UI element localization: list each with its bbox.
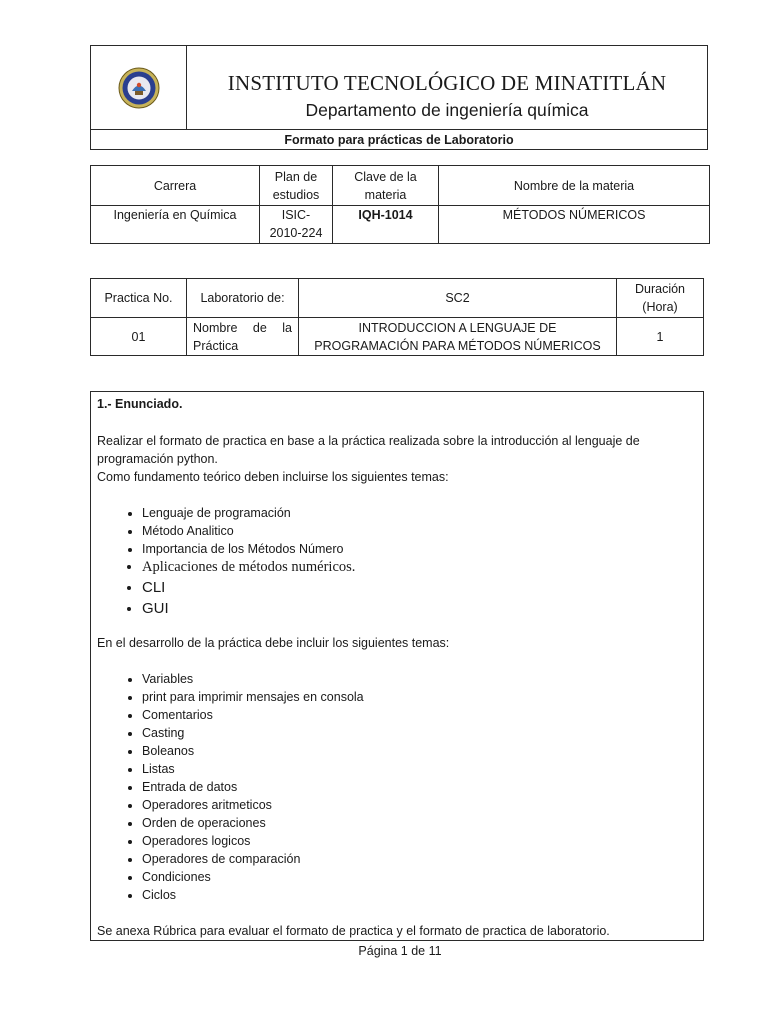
list-item: • Operadores aritmeticos xyxy=(142,796,697,814)
title-cell xyxy=(187,46,707,129)
list-item: • GUI xyxy=(142,598,697,619)
cell-practica-no: 01 xyxy=(91,318,187,356)
list-item: • Entrada de datos xyxy=(142,778,697,796)
document-header xyxy=(90,45,708,150)
theory-intro: Como fundamento teórico deben incluirse los siguientes temas: xyxy=(97,470,449,484)
development-intro: En el desarrollo de la práctica debe incluir los siguientes temas: xyxy=(97,636,450,650)
list-item: • Comentarios xyxy=(142,706,697,724)
list-item: • Listas xyxy=(142,760,697,778)
table-row xyxy=(91,318,704,356)
enunciado-section xyxy=(90,391,704,941)
format-title: Formato para prácticas de Laboratorio xyxy=(91,129,707,149)
list-item: • Ciclos xyxy=(142,886,697,904)
cell-nombre-practica: INTRODUCCION A LENGUAJE DE PROGRAMACIÓN PARA MÉTODOS NÚMERICOS xyxy=(299,318,617,356)
label-nombre-practica: Nombre de la Práctica xyxy=(187,318,299,356)
institute-seal-logo xyxy=(118,67,160,109)
list-item: • Operadores de comparación xyxy=(142,850,697,868)
header-practica-no: Practica No. xyxy=(91,279,187,318)
list-item: • print para imprimir mensajes en consola xyxy=(142,688,697,706)
list-item: • Condiciones xyxy=(142,868,697,886)
header-materia: Nombre de la materia xyxy=(439,166,710,206)
theory-topics-list xyxy=(97,504,697,619)
cell-clave: IQH-1014 xyxy=(333,206,439,244)
list-item: • Importancia de los Métodos Número xyxy=(142,540,697,558)
practice-table xyxy=(90,278,704,356)
cell-plan: ISIC-2010-224 xyxy=(260,206,333,244)
list-item: • Método Analitico xyxy=(142,522,697,540)
list-item: • Boleanos xyxy=(142,742,697,760)
page-number: Página 1 de 11 xyxy=(358,944,442,958)
development-topics-list xyxy=(97,670,697,904)
header-clave: Clave de la materia xyxy=(333,166,439,206)
institute-name: INSTITUTO TECNOLÓGICO DE MINATITLÁN xyxy=(227,71,667,95)
course-table xyxy=(90,165,710,244)
section-heading: 1.- Enunciado. xyxy=(97,397,183,411)
cell-carrera: Ingeniería en Química xyxy=(91,206,260,244)
cell-duracion: 1 xyxy=(617,318,704,356)
department-name: Departamento de ingeniería química xyxy=(305,100,589,120)
header-carrera: Carrera xyxy=(91,166,260,206)
cell-materia: MÉTODOS NÚMERICOS xyxy=(439,206,710,244)
list-item: • CLI xyxy=(142,577,697,598)
list-item: • Variables xyxy=(142,670,697,688)
header-duracion: Duración (Hora) xyxy=(617,279,704,318)
table-row xyxy=(91,279,704,318)
table-row xyxy=(91,166,710,206)
table-row xyxy=(91,206,710,244)
list-item: • Aplicaciones de métodos numéricos. xyxy=(142,558,697,577)
cell-laboratorio: SC2 xyxy=(299,279,617,318)
logo-cell xyxy=(91,46,187,129)
list-item: • Orden de operaciones xyxy=(142,814,697,832)
header-plan: Plan de estudios xyxy=(260,166,333,206)
list-item: • Operadores logicos xyxy=(142,832,697,850)
header-laboratorio: Laboratorio de: xyxy=(187,279,299,318)
list-item: • Casting xyxy=(142,724,697,742)
intro-paragraph: Realizar el formato de practica en base a la práctica realizada sobre la introducción al lenguaje de programación python. xyxy=(97,434,640,466)
closing-paragraph: Se anexa Rúbrica para evaluar el formato de practica y el formato de practica de laboratorio. xyxy=(97,924,610,938)
list-item: • Lenguaje de programación xyxy=(142,504,697,522)
